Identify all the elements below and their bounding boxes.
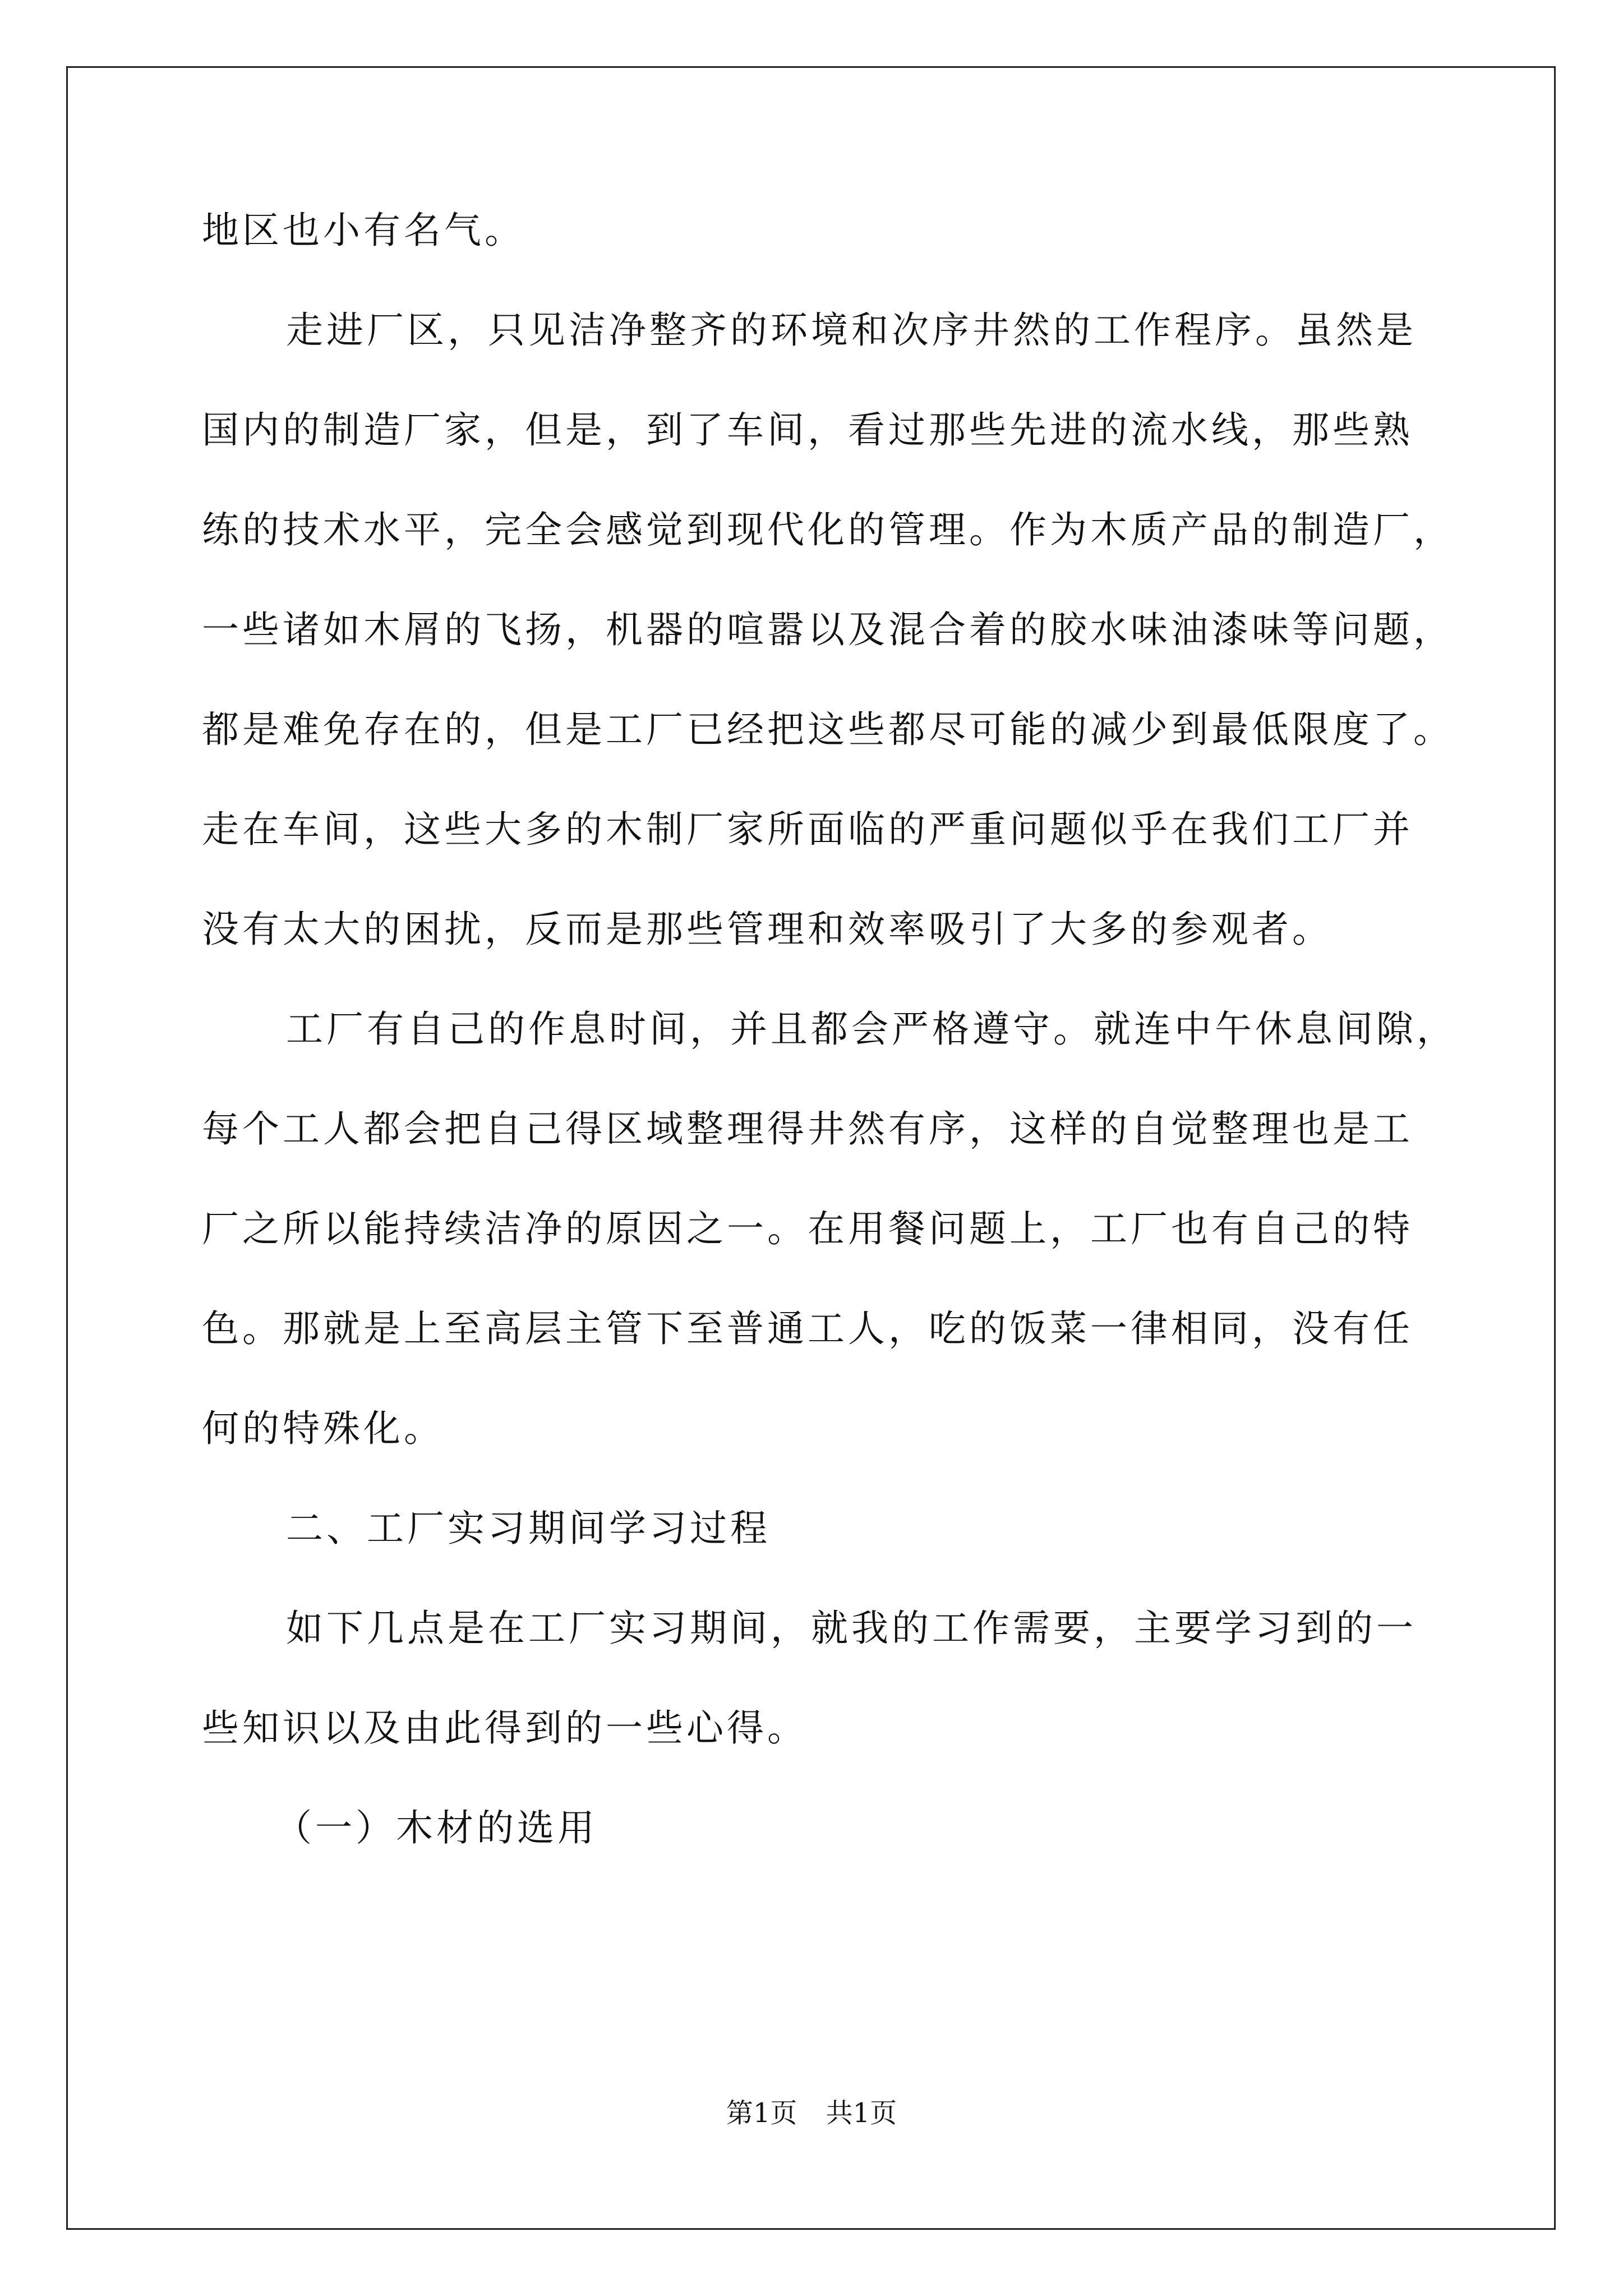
text-line: 些知识以及由此得到的一些心得。 xyxy=(202,1706,808,1750)
text-line: 一些诸如木屑的飞扬，机器的喧嚣以及混合着的胶水味油漆味等问题， xyxy=(202,608,1454,651)
text-line: 地区也小有名气。 xyxy=(202,209,525,252)
text-line: 都是难免存在的，但是工厂已经把这些都尽可能的减少到最低限度了。 xyxy=(202,708,1454,751)
text-line: 国内的制造厂家，但是，到了车间，看过那些先进的流水线，那些熟 xyxy=(202,408,1413,452)
text-line: 没有太大的困扰，反而是那些管理和效率吸引了大多的参观者。 xyxy=(202,908,1332,951)
paragraph-start-line: 走进厂区，只见洁净整齐的环境和次序井然的工作程序。虽然是 xyxy=(286,309,1417,352)
section-heading: 二、工厂实习期间学习过程 xyxy=(286,1507,771,1550)
document-body xyxy=(202,208,1457,1905)
page-footer xyxy=(0,2091,1623,2130)
page-total: 共1页 xyxy=(826,2097,897,2129)
paragraph-start-line: 如下几点是在工厂实习期间，就我的工作需要，主要学习到的一 xyxy=(286,1607,1417,1650)
text-line: 何的特殊化。 xyxy=(202,1407,444,1450)
page-number: 第1页 xyxy=(726,2097,797,2129)
text-line: 练的技术水平，完全会感觉到现代化的管理。作为木质产品的制造厂， xyxy=(202,508,1454,551)
text-line: 色。那就是上至高层主管下至普通工人，吃的饭菜一律相同，没有任 xyxy=(202,1307,1413,1350)
paragraph-start-line: 工厂有自己的作息时间，并且都会严格遵守。就连中午休息间隙， xyxy=(286,1007,1457,1051)
subsection-heading: （一）木材的选用 xyxy=(275,1806,598,1849)
text-line: 走在车间，这些大多的木制厂家所面临的严重问题似乎在我们工厂并 xyxy=(202,808,1413,851)
text-line: 厂之所以能持续洁净的原因之一。在用餐问题上，工厂也有自己的特 xyxy=(202,1207,1413,1250)
text-line: 每个工人都会把自己得区域整理得井然有序，这样的自觉整理也是工 xyxy=(202,1107,1413,1151)
